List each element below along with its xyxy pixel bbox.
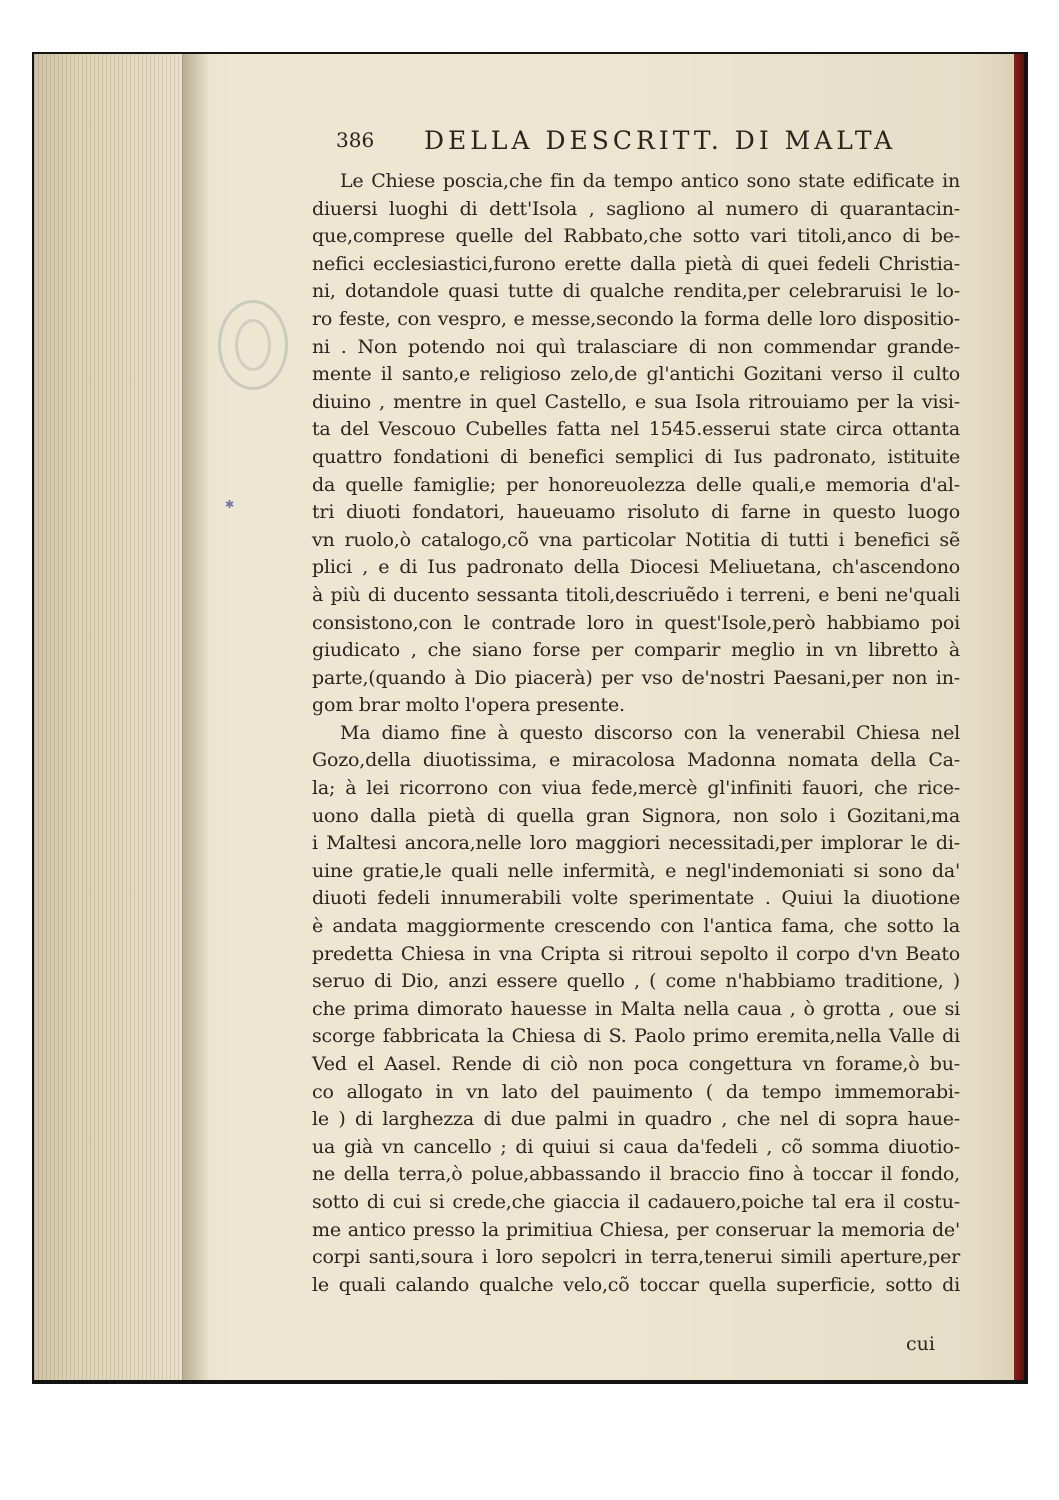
text-line: gom brar molto l'opera presente.: [312, 694, 625, 717]
text-line: seruo di Dio, anzi essere quello , ( come n'habbiamo traditione, ): [312, 970, 960, 993]
text-line: ne della terra,ò polue,abbassando il braccio fino à toccar il fondo,: [312, 1163, 960, 1186]
text-line: mente il santo,e religioso zelo,de gl'antichi Gozitani verso il culto: [312, 363, 960, 386]
book-page-edges: [34, 54, 184, 1380]
page-number: 386: [336, 128, 375, 152]
text-line: da quelle famiglie; per honoreuolezza delle quali,e memoria d'al-: [312, 473, 960, 496]
text-line: che prima dimorato hauesse in Malta nella caua , ò grotta , oue si: [312, 997, 960, 1020]
text-line: Ved el Aasel. Rende di ciò non poca congettura vn forame,ò bu-: [312, 1053, 960, 1075]
text-line: parte,(quando à Dio piacerà) per vso de'nostri Paesani,per non in-: [312, 666, 960, 689]
text-line: co allogato in vn lato del pauimento ( da tempo immemorabi-: [312, 1080, 960, 1103]
text-line: uine gratie,le quali nelle infermità, e negl'indemoniati si sono da': [312, 859, 960, 882]
text-line: consistono,con le contrade loro in quest'Isole,però habbiamo poi: [312, 611, 960, 634]
text-line: ni, dotandole quasi tutte di qualche rendita,per celebraruisi le lo-: [312, 280, 960, 303]
text-line: quattro fondationi di benefici semplici di Ius padronato, istituite: [312, 445, 960, 468]
stamp-inner-ring: [235, 319, 271, 371]
text-line: ta del Vescouo Cubelles fatta nel 1545.esserui state circa ottanta: [312, 418, 960, 441]
text-line: à più di ducento sessanta titoli,descriuẽdo i terreni, e beni ne'quali: [312, 583, 960, 606]
text-line: è andata maggiormente crescendo con l'antica fama, che sotto la: [312, 915, 960, 938]
text-line: tri diuoti fondatori, haueuamo risoluto di farne in questo luogo: [312, 501, 960, 524]
text-line: nefici ecclesiastici,furono erette dalla pietà di quei fedeli Christia-: [312, 252, 960, 275]
running-head: DELLA DESCRITT. DI MALTA: [424, 126, 897, 155]
text-line: plici , e di Ius padronato della Diocesi Meliuetana, ch'ascendono: [312, 556, 960, 579]
text-line: diuersi luoghi di dett'Isola , sagliono al numero di quarantacin-: [312, 197, 960, 220]
text-line: i Maltesi ancora,nelle loro maggiori necessitadi,per implorar le di-: [312, 832, 960, 855]
binding-gutter-shadow: [182, 54, 210, 1380]
text-line: le quali calando qualche velo,cõ toccar quella superficie, sotto di: [312, 1273, 960, 1296]
text-line: me antico presso la primitiua Chiesa, per conseruar la memoria de': [312, 1218, 960, 1241]
text-line: giudicato , che siano forse per comparir meglio in vn libretto à: [312, 639, 960, 662]
text-line: vn ruolo,ò catalogo,cõ vna particolar Notitia di tutti i benefici sẽ: [312, 528, 960, 551]
library-stamp-icon: [218, 300, 288, 390]
text-line: ro feste, con vespro, e messe,secondo la forma delle loro dispositio-: [312, 307, 960, 330]
catchword: cui: [906, 1333, 935, 1355]
body-text: [312, 168, 960, 1299]
text-line: le ) di larghezza di due palmi in quadro , che nel di sopra haue-: [312, 1108, 960, 1131]
text-line: Ma diamo fine à questo discorso con la venerabil Chiesa nel: [340, 721, 960, 744]
text-line: diuoti fedeli innumerabili volte sperimentate . Quiui la diuotione: [312, 887, 960, 910]
text-line: Gozo,della diuotissima, e miracolosa Madonna nomata della Ca-: [312, 749, 960, 772]
text-line: corpi santi,soura i loro sepolcri in terra,tenerui simili aperture,per: [312, 1246, 960, 1269]
text-line: sotto di cui si crede,che giaccia il cadauero,poiche tal era il costu-: [312, 1190, 960, 1213]
text-line: ua già vn cancello ; di quiui si caua da'fedeli , cõ somma diuotio-: [312, 1135, 960, 1158]
text-line: Le Chiese poscia,che fin da tempo antico sono state edificate in: [340, 170, 960, 192]
text-line: predetta Chiesa in vna Cripta si ritroui sepolto il corpo d'vn Beato: [312, 942, 960, 965]
text-line: uono dalla pietà di quella gran Signora, non solo i Gozitani,ma: [312, 804, 960, 827]
text-line: ni . Non potendo noi quì tralasciare di non commendar grande-: [312, 335, 960, 358]
page-header: [336, 126, 936, 166]
text-line: que,comprese quelle del Rabbato,che sotto vari titoli,anco di be-: [312, 225, 960, 248]
text-line: diuino , mentre in quel Castello, e sua Isola ritrouiamo per la visi-: [312, 390, 960, 413]
text-line: la; à lei ricorrono con viua fede,mercè gl'infiniti fauori, che rice-: [312, 777, 960, 800]
ink-mark-icon: ✱: [225, 498, 235, 511]
text-line: scorge fabbricata la Chiesa di S. Paolo primo eremita,nella Valle di: [312, 1025, 960, 1048]
book-cover-edge: [1014, 54, 1024, 1380]
